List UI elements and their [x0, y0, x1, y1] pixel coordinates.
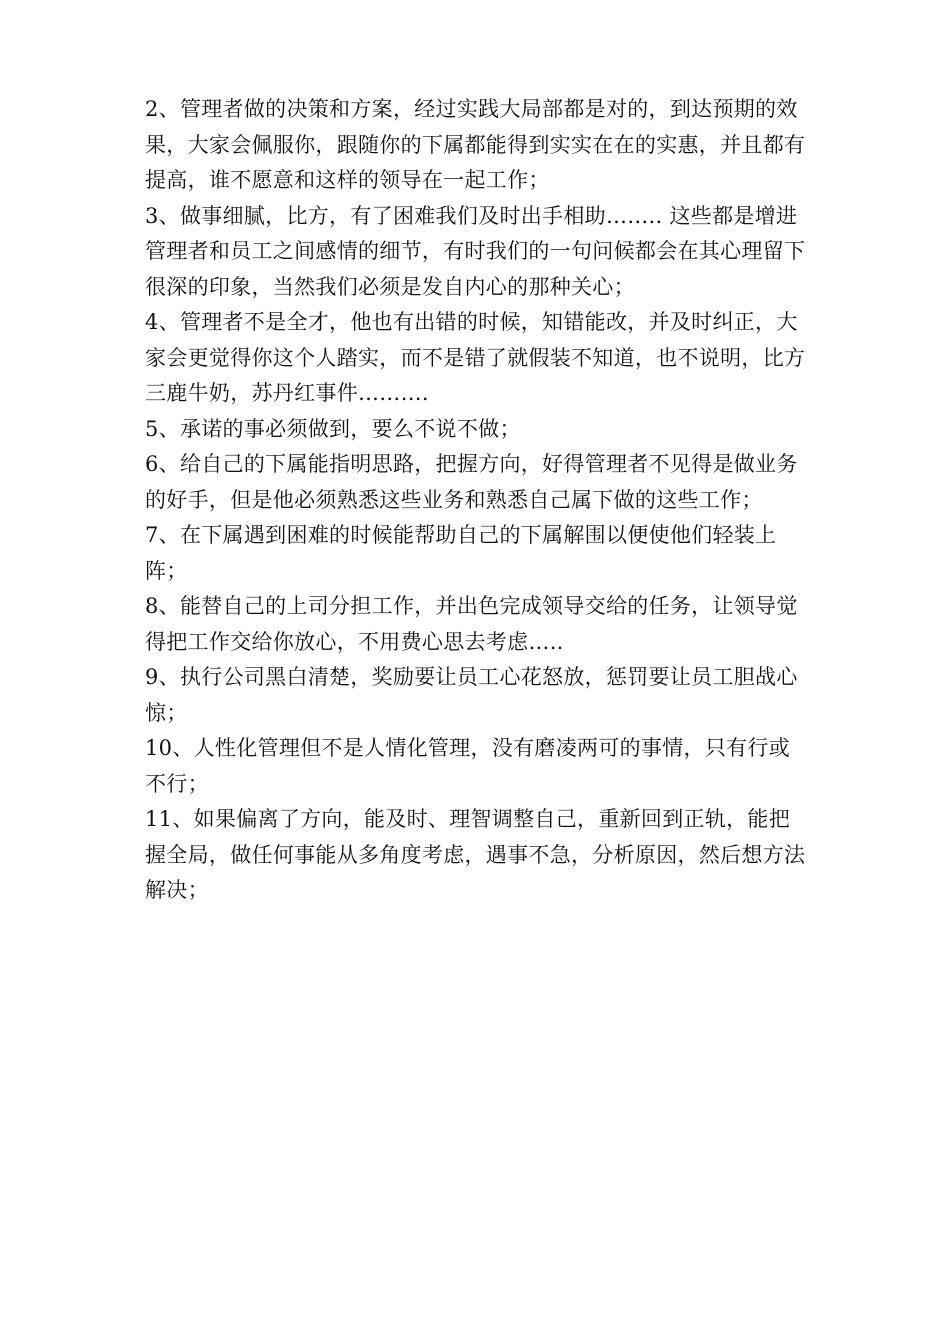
paragraph-2: 2、管理者做的决策和方案，经过实践大局部都是对的，到达预期的效果，大家会佩服你，跟随你的下属都能得到实实在在的实惠，并且都有提高，谁不愿意和这样的领导在一起工作； — [145, 97, 806, 192]
paragraph-3: 3、做事细腻，比方，有了困难我们及时出手相助…….. 这些都是增进管理者和员工之间感情的细节，有时我们的一句问候都会在其心理留下很深的印象，当然我们必须是发自内心的那种关心； — [145, 203, 806, 299]
paragraph-6: 6、给自己的下属能指明思路，把握方向，好得管理者不见得是做业务的好手，但是他必须熟悉这些业务和熟悉自己属下做的这些工作； — [145, 452, 798, 512]
paragraph-8: 8、能替自己的上司分担工作，并出色完成领导交给的任务，让领导觉得把工作交给你放心，不用费心思去考虑….. — [145, 594, 798, 654]
paragraph-5: 5、承诺的事必须做到，要么不说不做； — [145, 416, 521, 441]
document-body — [145, 92, 810, 909]
paragraph-10: 10、人性化管理但不是人情化管理，没有磨凌两可的事情，只有行或不行； — [145, 736, 791, 796]
paragraph-4: 4、管理者不是全才，他也有出错的时候，知错能改，并及时纠正，大家会更觉得你这个人踏实，而不是错了就假装不知道，也不说明，比方三鹿牛奶，苏丹红事件………. — [145, 310, 806, 405]
paragraph-7: 7、在下属遇到困难的时候能帮助自己的下属解围以便使他们轻装上阵； — [145, 523, 777, 583]
paragraph-9: 9、执行公司黑白清楚，奖励要让员工心花怒放，惩罚要让员工胆战心惊； — [145, 665, 798, 725]
paragraph-11: 11、如果偏离了方向，能及时、理智调整自己，重新回到正轨，能把握全局，做任何事能从多角度考虑，遇事不急，分析原因，然后想方法解决； — [145, 807, 806, 902]
